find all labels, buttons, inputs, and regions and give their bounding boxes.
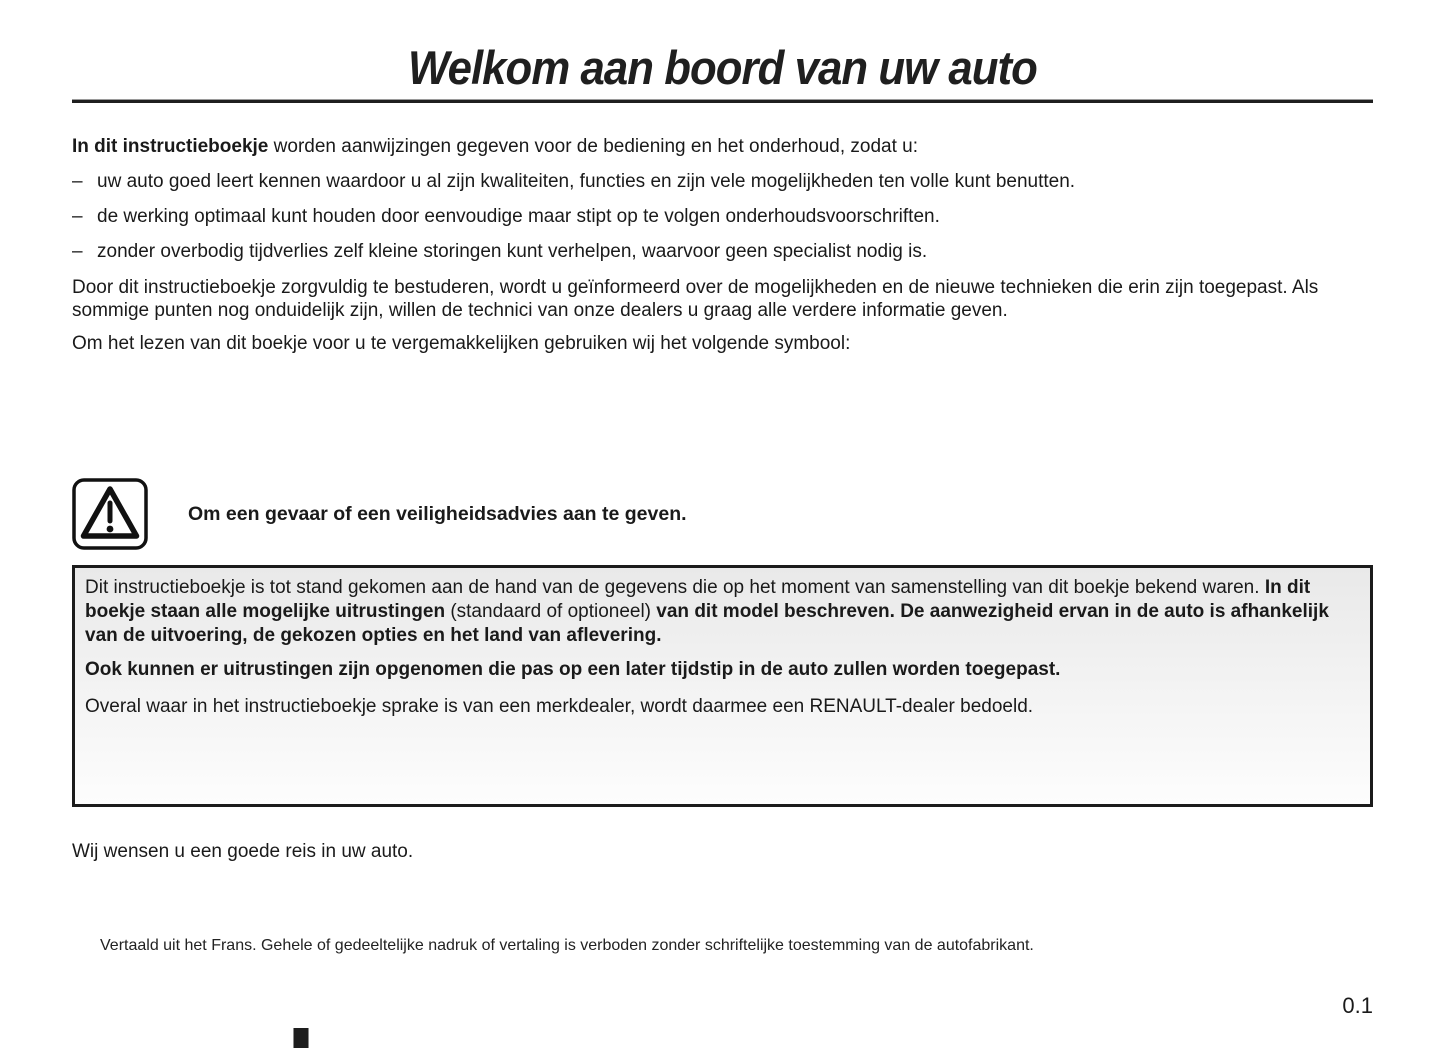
lead-paragraph <box>72 136 1373 158</box>
list-item <box>72 206 1373 228</box>
title-rule <box>72 99 1373 103</box>
notice-p1-bold2: van dit model beschreven. De aanwezigheid ervan in de auto is afhankelijk van de uitvoering, de gekozen opties en het land van aflevering. <box>85 601 1329 646</box>
lead-rest-text: worden aanwijzingen gegeven voor de bediening en het onderhoud, zodat u: <box>268 136 919 157</box>
notice-p1-regular1: Dit instructieboekje is tot stand gekomen aan de hand van de gegevens die op het moment van samenstelling van dit boekje bekend waren. <box>85 577 1265 598</box>
bullet-dash: – <box>72 206 83 227</box>
notice-paragraph-2: Ook kunnen er uitrustingen zijn opgenomen die pas op een later tijdstip in de auto zullen worden toegepast. <box>85 659 1061 680</box>
closing-line: Wij wensen u een goede reis in uw auto. <box>72 841 414 862</box>
symbol-intro-paragraph: Om het lezen van dit boekje voor u te vergemakkelijken gebruiken wij het volgende symbool: <box>72 333 851 354</box>
lead-bold-text: In dit instructieboekje <box>72 136 269 157</box>
warning-symbol-row <box>72 478 687 550</box>
page-number: 0.1 <box>1342 993 1373 1018</box>
notice-p1-bold1: In dit boekje staan alle mogelijke uitrustingen <box>85 577 1311 622</box>
notice-p1-regular2: (standaard of optioneel) <box>445 601 657 622</box>
print-registration-mark <box>293 1028 309 1048</box>
notice-box <box>72 565 1373 807</box>
warning-triangle-icon <box>72 478 148 550</box>
warning-caption: Om een gevaar of een veiligheidsadvies aan te geven. <box>188 502 687 525</box>
bullet-text: de werking optimaal kunt houden door eenvoudige maar stipt op te volgen onderhoudsvoorschriften. <box>97 206 940 227</box>
bullet-dash: – <box>72 171 83 192</box>
copyright-line: Vertaald uit het Frans. Gehele of gedeeltelijke nadruk of vertaling is verboden zonder schriftelijke toestemming van de autofabrikant. <box>100 937 1034 954</box>
bullet-text: uw auto goed leert kennen waardoor u al zijn kwaliteiten, functies en zijn vele mogelijkheden ten volle kunt benutten. <box>97 171 1076 192</box>
bullet-text: zonder overbodig tijdverlies zelf kleine storingen kunt verhelpen, waarvoor geen specialist nodig is. <box>97 241 928 262</box>
page-title: Welkom aan boord van uw auto <box>408 41 1037 94</box>
notice-paragraph-3: Overal waar in het instructieboekje sprake is van een merkdealer, wordt daarmee een RENAULT-dealer bedoeld. <box>85 696 1034 717</box>
notice-paragraph-1 <box>85 576 1360 648</box>
study-paragraph: Door dit instructieboekje zorgvuldig te bestuderen, wordt u geïnformeerd over de mogelijkheden en de nieuwe technieken die erin zijn toegepast. Als sommige punten nog onduidelijk zijn, willen de technici van onze dealers u graag alle verdere informatie geven. <box>72 277 1319 321</box>
list-item <box>72 241 1373 263</box>
intro-section <box>72 136 1373 355</box>
bullet-dash: – <box>72 241 83 262</box>
list-item <box>72 171 1373 193</box>
